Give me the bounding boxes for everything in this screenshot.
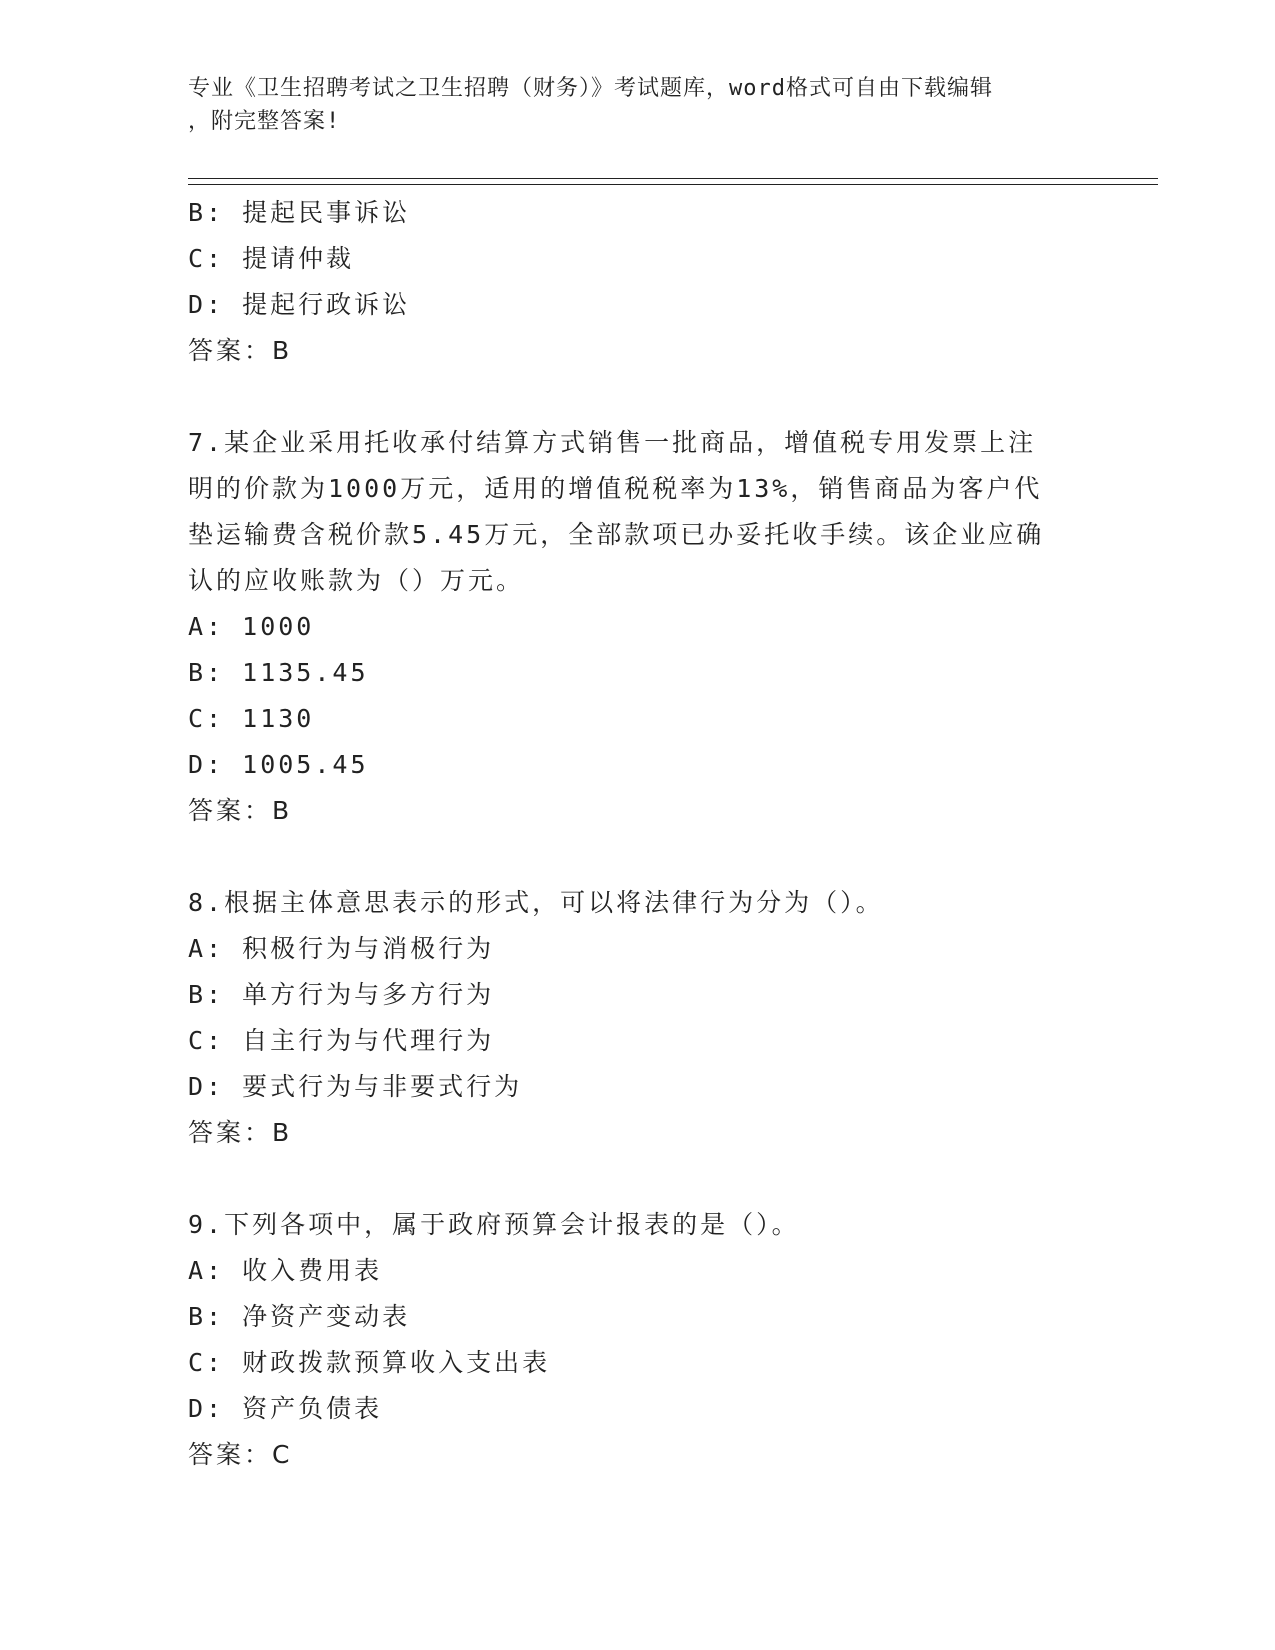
spacer <box>188 834 1088 880</box>
option-c: C: 自主行为与代理行为 <box>188 1026 495 1055</box>
header-line-1: 专业《卫生招聘考试之卫生招聘（财务）》考试题库，word格式可自由下载编辑 <box>188 76 993 101</box>
option-c: C: 财政拨款预算收入支出表 <box>188 1348 551 1377</box>
header-divider-bottom <box>188 184 1158 185</box>
question-list <box>188 190 1088 1478</box>
question-8 <box>188 880 1088 1156</box>
option-d: D: 提起行政诉讼 <box>188 290 411 319</box>
question-7 <box>188 420 1088 834</box>
option-d: D: 要式行为与非要式行为 <box>188 1072 523 1101</box>
question-stem-line: 7.某企业采用托收承付结算方式销售一批商品，增值税专用发票上注 <box>188 428 1037 457</box>
answer: 答案：B <box>188 1118 293 1147</box>
document-header <box>188 72 1068 138</box>
answer: 答案：B <box>188 336 293 365</box>
spacer <box>188 374 1088 420</box>
header-line-2: ，附完整答案! <box>188 109 341 134</box>
option-b: B: 提起民事诉讼 <box>188 198 411 227</box>
question-6 <box>188 190 1088 374</box>
question-stem: 8.根据主体意思表示的形式，可以将法律行为分为（）。 <box>188 888 884 917</box>
question-stem: 9.下列各项中，属于政府预算会计报表的是（）。 <box>188 1210 800 1239</box>
option-a: A: 1000 <box>188 612 315 641</box>
option-a: A: 收入费用表 <box>188 1256 383 1285</box>
header-divider-top <box>188 178 1158 179</box>
option-b: B: 单方行为与多方行为 <box>188 980 495 1009</box>
option-a: A: 积极行为与消极行为 <box>188 934 495 963</box>
answer: 答案：B <box>188 796 293 825</box>
question-stem-line: 垫运输费含税价款5.45万元，全部款项已办妥托收手续。该企业应确 <box>188 520 1045 549</box>
option-c: C: 提请仲裁 <box>188 244 355 273</box>
answer: 答案：C <box>188 1440 293 1469</box>
question-stem-line: 认的应收账款为（）万元。 <box>188 566 525 595</box>
spacer <box>188 1156 1088 1202</box>
option-b: B: 净资产变动表 <box>188 1302 411 1331</box>
question-stem-line: 明的价款为1000万元，适用的增值税税率为13%，销售商品为客户代 <box>188 474 1043 503</box>
option-c: C: 1130 <box>188 704 315 733</box>
question-9 <box>188 1202 1088 1478</box>
option-d: D: 资产负债表 <box>188 1394 383 1423</box>
option-b: B: 1135.45 <box>188 658 369 687</box>
option-d: D: 1005.45 <box>188 750 369 779</box>
